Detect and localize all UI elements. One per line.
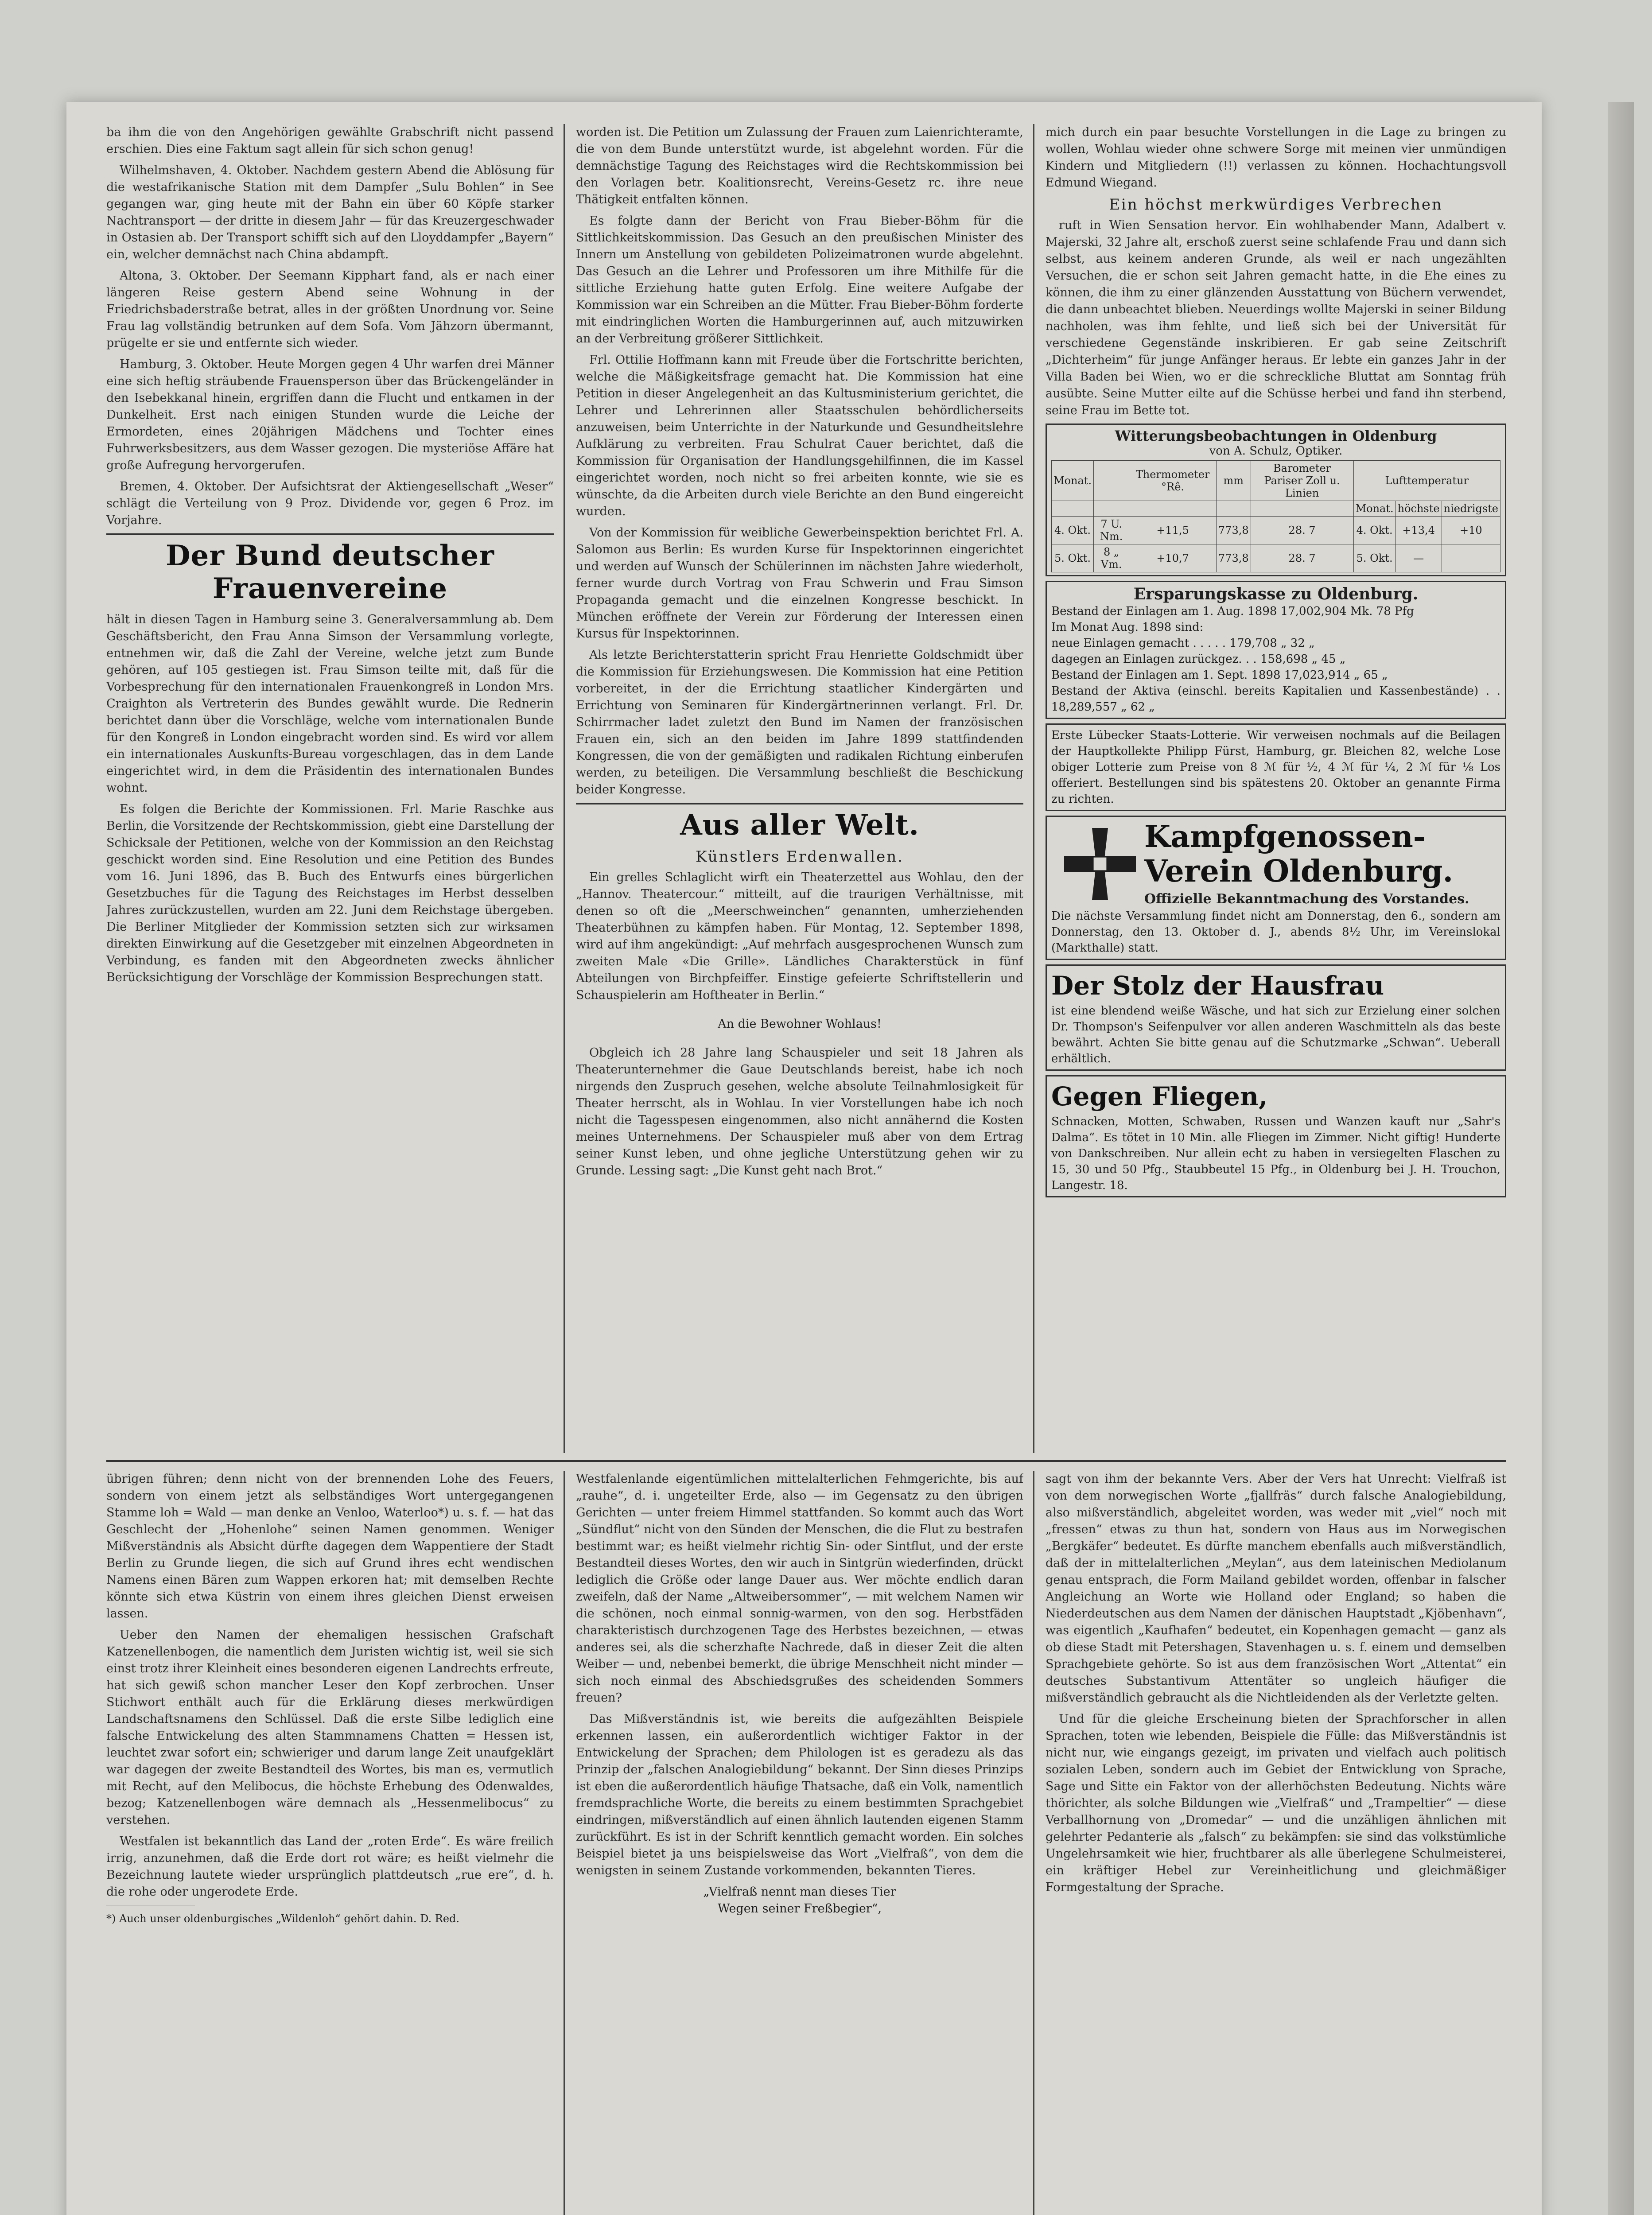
column-rule [564, 1471, 565, 2215]
feuilleton-text: sagt von ihm der bekannte Vers. Aber der Vers hat Unrecht: Vielfraß ist von dem norwegischen Worte „fjallfräs“ durch falsche Analogiebildung, also mißverständlich, abgeleitet worden, was weder mit „viel“ noch mit „fressen“ etwas zu thun hat, sondern von Haus aus im Norwegischen „Bergkäfer“ bedeutet. Es dürfte manchem ebenfalls auch mißverständlich, daß der in mittelalterlichen „Meylan“, aus dem lateinischen Mediolanum genau entsprach, die Form Mailand gebildet worden, offenbar in falscher Angleichung an Worte wie Holland oder England; so haben die Niederdeutschen aus dem Namen der dänischen Hauptstadt „Kjöbenhavn“, was eigentlich „Kaufhafen“ bedeutet, ein Kopenhagen gemacht — ganz als ob diese Stadt mit Petershagen, Stavenhagen u. s. f. einem und demselben Sprachgebiete gehörte. So ist aus dem französischen Wort „Attentat“ ein deutsches Substantivum Attentäter so ungleich häufiger die mißverständlich gebraucht als die Nichtleidenden als der Verletzte gelten. [1046, 1472, 1506, 1705]
column-rule [564, 124, 565, 1453]
article-frauenvereine-5: Frl. Ottilie Hoffmann kann mit Freude über die Fortschritte berichten, welche die Mäßigkeitsfrage gemacht hat. Die Kommission hat eine Petition in dieser Angelegenheit an das Kultusministerium gerichtet, die Lehrer und Lehrerinnen aller Staatsschulen behördlicherseits anzuweisen, beim Unterrichte in der Naturkunde und Gesundheitslehre Aufklärung zu verbreiten. Frau Schulrat Cauer berichtet, daß die Kommission für Organisation der Handlungsgehilfinnen, die im Kassel eingerichtet worden, noch nicht so frei arbeiten konnte, wie sie es wünschte, da die Arbeiten durch viele Berichte an den Bund eingereicht wurden. [576, 353, 1023, 518]
page-edge [1608, 102, 1634, 2215]
article-grave: ba ihm die von den Angehörigen gewählte Grabschrift nicht passend erschien. Dies eine Faktum sagt allein für sich schon genug! [106, 125, 554, 156]
article-frauenvereine-6: Von der Kommission für weibliche Gewerbeinspektion berichtet Frl. A. Salomon aus Berlin: Es wurden Kurse für Inspektorinnen eingerichtet und werden auf Wunsch der Schülerinnen im nächsten Jahre wiederholt, ferner wurde durch Vortrag von Frau Schwerin und Frau Simson Propaganda gemacht und die einzelnen Kongresse beschickt. In München eröffnete der Verein zur Förderung der Interessen einen Kursus für Inspektorinnen. [576, 526, 1023, 641]
article-frauenvereine-1: hält in diesen Tagen in Hamburg seine 3. Generalversammlung ab. Dem Geschäftsbericht, den Frau Anna Simson der Versammlung vorlegte, entnehmen wir, daß die Zahl der Vereine, welche jetzt zum Bunde gehören, auf 105 gestiegen ist. Frau Simson teilte mit, daß für die Vorbesprechung für den internationalen Frauenkongreß in London Mrs. Craighton als Vertreterin des Bundes gewählt wurde. Die Rednerin berichtet dann über die Vorschläge, welche vom internationalen Bunde für den Kongreß in London eingebracht worden sind. Es wird vor allem ein internationales Auskunfts-Bureau vorgeschlagen, das in dem Lande eingerichtet wird, in dem die Präsidentin des internationalen Bundes wohnt. [106, 613, 554, 795]
article-kuenstler-2: Obgleich ich 28 Jahre lang Schauspieler und seit 18 Jahren als Theaterunternehmer die Gaue Deutschlands bereist, habe ich noch nirgends den Zuspruch gesehen, welche absolute Teilnahmlosigkeit für Theater herrscht, als in Wohlau. In vier Vorstellungen habe ich noch nicht die Tagesspesen eingenommen, also nicht annähernd die Kosten meines Unternehmens. Der Schauspieler muß aber von dem Ertrag seiner Kunst leben, und ohne jegliche Unterstützung gehen wir zu Grunde. Lessing sagt: „Die Kunst geht nach Brot.“ [576, 1046, 1023, 1177]
weather-cell: +10 [1442, 517, 1500, 544]
news-altona: Altona, 3. Oktober. Der Seemann Kipphart fand, als er nach einer längeren Reise gestern Abend seine Wohnung in der Friedrichsbaderstraße betrat, alles in der größten Unordnung vor. Seine Frau lag vollständig betrunken auf dem Sofa. Vom Jähzorn übermannt, prügelte er sie und entfernte sich wieder. [106, 269, 554, 350]
article-kuenstler-end: mich durch ein paar besuchte Vorstellungen in die Lage zu bringen zu wollen, Wohlau wieder ohne schwere Sorge mit meinen vier unmündigen Kindern und Mitgliedern (!!) verlassen zu können. Hochachtungsvoll Edmund Wiegand. [1046, 125, 1506, 190]
savings-line: Im Monat Aug. 1898 sind: [1051, 621, 1204, 634]
news-wilhelmshaven: Wilhelmshaven, 4. Oktober. Nachdem gestern Abend die Ablösung für die westafrikanische Station mit dem Dampfer „Sulu Bohlen“ in See gegangen war, ging heute mit der Bahn ein über 60 Köpfe starker Nachtransport — der dritte in diesem Jahr — für das Kreuzergeschwader in Ostasien ab. Der Transport schifft sich auf den Lloyddampfer „Bayern“ ein, welcher demnächst nach China abdampft. [106, 163, 554, 261]
weather-header: niedrigste [1442, 501, 1500, 517]
column-2 [576, 124, 1023, 1453]
article-frauenvereine-4: Es folgte dann der Bericht von Frau Bieber-Böhm für die Sittlichkeitskommission. Das Gesuch an den preußischen Minister des Innern um Anstellung von gebildeten Polizeimatronen wurde abgelehnt. Das Gesuch an die Lehrer und Professoren um ihre Mithilfe für die sittliche Erziehung hatte guten Erfolg. Eine weitere Aufgabe der Kommission war ein Schreiben an die Mütter. Frau Bieber-Böhm forderte mit eindringlichen Worten die Hamburgerinnen auf, auch mitzuwirken an der Verbreitung größerer Sittlichkeit. [576, 214, 1023, 346]
column-3 [1046, 124, 1506, 1453]
article-kuenstler-address: An die Bewohner Wohlaus! [718, 1017, 882, 1031]
feuilleton-column-3 [1046, 1471, 1506, 2215]
savings-line: Bestand der Einlagen am 1. Aug. 1898 17,002,904 Mk. 78 Pfg [1051, 605, 1414, 618]
weather-cell: — [1395, 544, 1442, 572]
weather-cell: 773,8 [1216, 544, 1251, 572]
stolz-hausfrau-ad [1046, 964, 1506, 1071]
weather-header-temp: Lufttemperatur [1353, 461, 1500, 501]
fliegen-title: Gegen Fliegen, [1051, 1081, 1268, 1111]
weather-title: Witterungsbeobachtungen in Oldenburg [1115, 427, 1437, 444]
news-bremen: Bremen, 4. Oktober. Der Aufsichtsrat der Aktiengesellschaft „Weser“ schlägt die Verteilung von 9 Proz. Dividende vor, gegen 6 Proz. im Vorjahre. [106, 480, 554, 527]
weather-cell: 773,8 [1216, 517, 1251, 544]
weather-cell: 28. 7 [1251, 544, 1353, 572]
weather-box [1046, 424, 1506, 576]
verse-line: Wegen seiner Freßbegier“, [717, 1902, 882, 1916]
savings-line: dagegen an Einlagen zurückgez. . . 158,698 „ 45 „ [1051, 653, 1346, 666]
savings-line: Bestand der Einlagen am 1. Sept. 1898 17,023,914 „ 65 „ [1051, 668, 1388, 682]
news-hamburg: Hamburg, 3. Oktober. Heute Morgen gegen 4 Uhr warfen drei Männer eine sich heftig sträubende Frauensperson über das Brückengeländer in den Isebekkanal hinein, ergriffen dann die Flucht und entkamen in der Dunkelheit. Erst nach einigen Stunden wurde die Leiche der Ermordeten, eines 20jährigen Mädchens und Tochter eines Fuhrwerksbesitzers, aus dem Wasser gezogen. Die mysteriöse Affäre hat große Aufregung hervorgerufen. [106, 358, 554, 472]
table-row [1052, 517, 1500, 544]
verse-line: „Vielfraß nennt man dieses Tier [703, 1885, 896, 1899]
column-rule [1033, 1471, 1034, 2215]
article-frauenvereine-3: worden ist. Die Petition um Zulassung der Frauen zum Laienrichteramte, die von dem Bunde unterstützt wurde, ist abgelehnt worden. Für die demnächstige Tagung des Reichstages wird die Rechtskommission bei den Vorlagen betr. Koalitionsrecht, Vereins-Gesetz rc. ihre neue Thätigkeit entfalten können. [576, 125, 1023, 206]
weather-cell: 8 „ Vm. [1094, 544, 1129, 572]
lower-section [106, 1471, 1506, 2215]
section-divider [106, 1460, 1506, 1462]
table-row [1052, 544, 1500, 572]
lottery-ad [1046, 723, 1506, 811]
weather-cell: 4. Okt. [1052, 517, 1094, 544]
feuilleton-text: Westfalen ist bekanntlich das Land der „roten Erde“. Es wäre freilich irrig, anzunehmen, daß die Erde dort rot wäre; es heißt vielmehr die Bezeichnung lautete wieder ursprünglich plattdeutsch „rue ere“, d. h. die rohe oder ungerodete Erde. [106, 1834, 554, 1899]
savings-bank-title: Ersparungskasse zu Oldenburg. [1133, 585, 1419, 603]
weather-cell: 28. 7 [1251, 517, 1353, 544]
stolz-title: Der Stolz der Hausfrau [1051, 971, 1384, 1001]
kampfgenossen-title: Kampfgenossen-Verein Oldenburg. [1144, 819, 1454, 889]
weather-header: mm [1216, 461, 1251, 501]
weather-cell: +10,7 [1129, 544, 1217, 572]
article-verbrechen: ruft in Wien Sensation hervor. Ein wohlhabender Mann, Adalbert v. Majerski, 32 Jahre alt, erschoß zuerst seine schlafende Frau und dann sich selbst, aus keinem anderen Grunde, als weil er nach ungezählten Versuchen, die er schon seit Jahren gemacht hatte, in die Ehe eines zu können, die ihm zu einer glänzenden Ausstattung von Büchern verwendet, die dann unbeachtet blieben. Neuerdings wollte Majerski in seiner Bildung nachholen, was ihm fehlte, und ließ sich bei der Universität für verschiedene Gegenstände inskribieren. Er gab seine Zeitschrift „Dichterheim“ für junge Anfänger heraus. Er lebte ein ganzes Jahr in der Villa Baden bei Wien, wo er die schreckliche Bluttat am Sonntag früh ausübte. Seine Mutter eilte auf die Schüsse herbei und fand ihn sterbend, seine Frau im Bette tot. [1046, 218, 1506, 417]
stolz-text: ist eine blendend weiße Wäsche, und hat sich zur Erzielung einer solchen Dr. Thompson's Seifenpulver vor allen anderen Waschmitteln als das beste bewährt. Achten Sie bitte genau auf die Schutzmarke „Schwan“. Ueberall erhältlich. [1051, 1004, 1500, 1065]
savings-bank-box [1046, 581, 1506, 719]
column-1 [106, 124, 554, 1453]
feuilleton-column-2 [576, 1471, 1023, 2215]
footnote: *) Auch unser oldenburgisches „Wildenloh“ gehört dahin. D. Red. [106, 1912, 460, 1925]
article-frauenvereine-2: Es folgen die Berichte der Kommissionen. Frl. Marie Raschke aus Berlin, die Vorsitzende der Rechtskommission, giebt eine Darstellung der Schicksale der Petitionen, welche von der Kommission an den Reichstag geschickt worden sind. Eine Resolution und eine Petition des Bundes vom 16. Juni 1896, das B. Buch des Entwurfs eines bürgerlichen Gesetzbuches für die Tagung des Reichstages im Herbst desselben Jahres zurückzustellen, wurden am 22. Juni dem Reichstage übergeben. Die Berliner Mitglieder der Kommission setzten sich zur wirksamen direkten Einwirkung auf die Gesetzgeber mit einzelnen Abgeordneten in Verbindung, es fanden mit den Abgeordneten zwecks ähnlicher Berücksichtigung der Vorschläge der Kommission Besprechungen statt. [106, 802, 554, 984]
savings-line: neue Einlagen gemacht . . . . . 179,708 „ 32 „ [1051, 637, 1315, 650]
weather-cell: +13,4 [1395, 517, 1442, 544]
weather-cell: +11,5 [1129, 517, 1217, 544]
iron-cross-icon [1060, 820, 1140, 908]
feuilleton-text: Ueber den Namen der ehemaligen hessischen Grafschaft Katzenellenbogen, die namentlich dem Juristen wichtig ist, weil sie sich einst trotz ihrer Kleinheit eines besonderen eigenen Landrechts erfreute, hat sich gewiß schon mancher Leser den Kopf zerbrochen. Unser Stichwort enthält auch für die Erklärung dieses merkwürdigen Landschaftsnamens den Schlüssel. Daß die erste Silbe lediglich eine falsche Entwickelung des alten Stammnamens Chatten = Hessen ist, leuchtet zwar sofort ein; schwieriger und darum lange Zeit unaufgeklärt war dagegen der zweite Bestandteil des Wortes, bis man es, vermutlich mit Recht, auf den Melibocus, die höchste Erhebung des Odenwaldes, bezog; Katzenellenbogen wäre demnach als „Hessenmelibocus“ zu verstehen. [106, 1628, 554, 1827]
weather-header: Barometer Pariser Zoll u. Linien [1251, 461, 1353, 501]
upper-section [106, 124, 1506, 1453]
feuilleton-text: übrigen führen; denn nicht von der brennenden Lohe des Feuers, sondern von einem jetzt als selbständiges Wort untergegangenen Stamme loh = Wald — man denke an Venloo, Waterloo*) u. s. f. — hat das Geschlecht der „Hohenlohe“ seinen Namen genommen. Weniger Mißverständnis als Absicht dürfte dagegen dem Wappentiere der Stadt Berlin zu Grunde liegen, die sich auf Grund ihres echt wendischen Namens einen Bären zum Wappen erkoren hat; mit demselben Rechte könnte sich etwa Küstrin von einem ihres gleichen Dienst erweisen lassen. [106, 1472, 554, 1620]
weather-header [1094, 461, 1129, 501]
fliegen-ad [1046, 1075, 1506, 1197]
subhead-verbrechen: Ein höchst merkwürdiges Verbrechen [1109, 196, 1443, 214]
weather-cell: 4. Okt. [1353, 517, 1395, 544]
headline-frauenvereine: Der Bund deutscher Frauenvereine [166, 539, 494, 605]
weather-table [1051, 460, 1500, 572]
weather-cell: 7 U. Nm. [1094, 517, 1129, 544]
headline-aus-aller-welt: Aus aller Welt. [680, 808, 919, 842]
weather-header: höchste [1395, 501, 1442, 517]
weather-cell: 5. Okt. [1052, 544, 1094, 572]
weather-cell [1442, 544, 1500, 572]
feuilleton-text: Das Mißverständnis ist, wie bereits die aufgezählten Beispiele erkennen lassen, ein außerordentlich wichtiger Faktor in der Entwickelung der Sprachen; dem Philologen ist es geradezu als das Prinzip der „falschen Analogiebildung“ bekannt. Der Sinn dieses Prinzips ist eben die außerordentlich häufige Thatsache, daß ein Volk, namentlich fremdsprachliche Worte, die bereits zu einem bestimmten Sprachgebiet eindringen, mißverständlich auf einen ähnlich lautenden eigenen Stamm zurückführt. Es ist in der Schrift kenntlich gemacht worden. Ein solches Beispiel bietet ja uns beispielsweise das Wort „Vielfraß“, von dem die wenigsten in seinem Zustande vorkommenden, bekannten Tieres. [576, 1712, 1023, 1877]
kampfgenossen-sub: Offizielle Bekanntmachung des Vorstandes. [1144, 891, 1469, 907]
article-kuenstler-1: Ein grelles Schlaglicht wirft ein Theaterzettel aus Wohlau, den der „Hannov. Theatercour.“ mitteilt, auf die traurigen Verhältnisse, mit denen so oft die „Meerschweinchen“ genannten, umherziehenden Theaterbühnen zu kämpfen haben. Für Montag, 12. September 1898, wird auf ihm angekündigt: „Auf mehrfach ausgesprochenen Wunsch zum zweiten Male «Die Grille». Ländliches Charakterstück in fünf Abteilungen von Birchpfeiffer. Einstige gefeierte Schriftstellerin und Schauspielerin am Hoftheater in Berlin.“ [576, 870, 1023, 1002]
lottery-text: Erste Lübecker Staats-Lotterie. Wir verweisen nochmals auf die Beilagen der Hauptkollekte Philipp Fürst, Hamburg, gr. Bleichen 82, welche Lose obiger Lotterie zum Preise von 8 ℳ für ½, 4 ℳ für ¼, 2 ℳ für ⅛ Los offeriert. Bestellungen sind bis spätestens 20. Oktober an genannte Firma zu richten. [1051, 729, 1500, 806]
fliegen-text: Schnacken, Motten, Schwaben, Russen und Wanzen kauft nur „Sahr's Dalma“. Es tötet in 10 Min. alle Fliegen im Zimmer. Nicht giftig! Hunderte von Dankschreiben. Nur allein echt zu haben in versiegelten Flaschen zu 15, 30 und 50 Pfg., Staubbeutel 15 Pfg., in Oldenburg bei J. H. Trouchon, Langestr. 18. [1051, 1115, 1500, 1192]
weather-header: Monat. [1353, 501, 1395, 517]
savings-line: Bestand der Aktiva (einschl. bereits Kapitalien und Kassenbestände) . . 18,289,557 „ 62 „ [1051, 684, 1500, 714]
feuilleton-column-1 [106, 1471, 554, 2215]
newspaper-page [66, 102, 1542, 2215]
kampfgenossen-ad [1046, 816, 1506, 960]
weather-cell: 5. Okt. [1353, 544, 1395, 572]
weather-header: Monat. [1052, 461, 1094, 501]
column-rule [1033, 124, 1034, 1453]
feuilleton-text: Westfalenlande eigentümlichen mittelalterlichen Fehmgerichte, bis auf „rauhe“, d. i. ungeteilter Erde, also — im Gegensatz zu den übrigen Gerichten — unter freiem Himmel stattfanden. So kommt auch das Wort „Sündflut“ nicht von den Sünden der Menschen, die die Flut zu bestrafen bestimmt war; es heißt vielmehr richtig Sin- oder Sintflut, und der erste Bestandteil dieses Wortes, den wir auch in Sintgrün wiederfinden, drückt lediglich die Größe oder lange Dauer aus. Wer möchte endlich daran zweifeln, daß der Name „Altweibersommer“, — mit welchem Namen wir die schönen, noch einmal sonnig-warmen, von den sog. Herbstfäden charakteristisch durchzogenen Tage des Herbstes bezeichnen, — etwas anderes sei, als die scherzhafte Nachrede, daß in dieser Zeit die alten Weiber — und, nebenbei bemerkt, die übrige Menschheit nicht minder — sich noch einmal des Abschiedsgrußes des scheidenden Sommers freuen? [576, 1472, 1023, 1705]
feuilleton-text: Und für die gleiche Erscheinung bieten der Sprachforscher in allen Sprachen, toten wie lebenden, Beispiele die Fülle: das Mißverständnis ist nicht nur, wie eingangs gezeigt, im privaten und vielfach auch politisch sozialen Leben, sondern auch im Gebiet der Entwicklung von Sprache, Sage und Sitte ein Faktor von der allerhöchsten Bedeutung. Nichts wäre thörichter, als solche Bildungen wie „Vielfraß“ und „Trampeltier“ — diese Verballhornung von „Dromedar“ — und die unzähligen ähnlichen mit gelehrter Pedanterie als „falsch“ zu bekämpfen: sie sind das volkstümliche Ungelehrsamkeit wie hier, fruchtbarer als alle überlegene Schulmeisterei, ein kräftiger Hebel zur Vereinheitlichung und gleichmäßiger Formgestaltung der Sprache. [1046, 1712, 1506, 1894]
kampfgenossen-text: Die nächste Versammlung findet nicht am Donnerstag, den 6., sondern am Donnerstag, den 13. Oktober d. J., abends 8½ Uhr, im Vereinslokal (Markthalle) statt. [1051, 909, 1500, 955]
subhead-kuenstlers-erdenwallen: Künstlers Erdenwallen. [696, 848, 904, 866]
article-frauenvereine-7: Als letzte Berichterstatterin spricht Frau Henriette Goldschmidt über die Kommission für Erziehungswesen. Die Kommission hat eine Petition vorbereitet, in der die Errichtung staatlicher Kindergärten und Errichtung von Seminaren für Kindergärtnerinnen verlangt. Frl. Dr. Schirrmacher ladet zuletzt den Bund im Namen der französischen Frauen ein, sich an den beiden im Jahre 1899 stattfindenden Kongressen, die von der gemäßigten und radikalen Richtung einberufen werden, zu beteiligen. Die Versammlung beschließt die Beschickung beider Kongresse. [576, 648, 1023, 797]
weather-by: von A. Schulz, Optiker. [1209, 444, 1343, 458]
weather-header: Thermometer °Rê. [1129, 461, 1217, 501]
